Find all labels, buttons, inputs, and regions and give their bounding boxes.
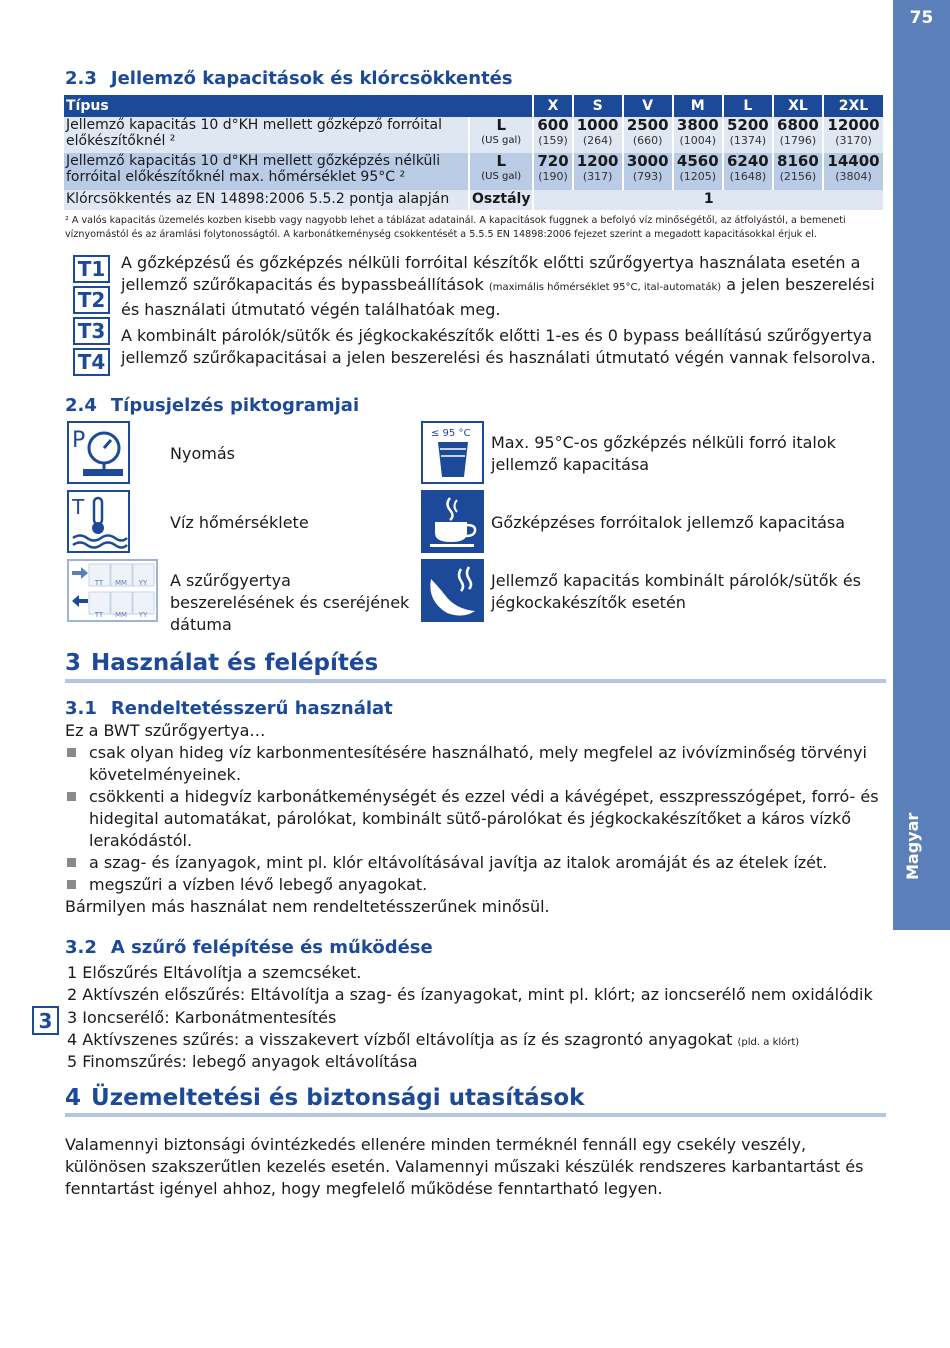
table-cell: 6240 (1648) bbox=[723, 153, 773, 190]
t1-label: T1 bbox=[73, 255, 110, 283]
section-4-rule bbox=[65, 1113, 886, 1117]
table-header-type: Típus bbox=[64, 95, 533, 117]
section-3-2-heading: 3.2 A szűrő felépítése és működése bbox=[65, 937, 433, 958]
section-2-3-heading: 2.3 Jellemző kapacitások és klórcsökkentés bbox=[65, 68, 513, 89]
table-cell: 1200 (317) bbox=[573, 153, 623, 190]
temp-letter: T bbox=[72, 495, 85, 519]
table-cell: 5200 (1374) bbox=[723, 117, 773, 153]
temp-limit-label: ≤ 95 °C bbox=[431, 428, 471, 439]
row1-unit: L (US gal) bbox=[469, 117, 533, 153]
section-3-1-heading: 3.1 Rendeltetésszerű használat bbox=[65, 698, 393, 719]
water-temp-label: Víz hőmérséklete bbox=[170, 513, 309, 532]
row3-desc: Klórcsökkentés az EN 14898:2006 5.5.2 pontja alapján bbox=[64, 190, 469, 210]
page-number: 75 bbox=[909, 8, 934, 28]
table-row bbox=[64, 117, 884, 153]
sec31-intro: Ez a BWT szűrőgyertya… bbox=[65, 721, 266, 740]
footnote: ² A valós kapacitás üzemelés kozben kisebb vagy nagyobb lehet a táblázat adatainál. A kapacitások fuggnek a befolyó víz minőségétől, az átfolyástól, a bemeneti víznyomástól és az áramlási folytonosságtól. A karbonátkeménység csokkentését a 5.5.5 EN 14898:2006 fejezet szerint a megadott kapacitásokkal érjuk el. bbox=[65, 215, 846, 240]
t4-label: T4 bbox=[73, 348, 110, 376]
list-item: csak olyan hideg víz karbonmentesítésére használható, mely megfelel az ivóvízminőség törvényi követelményeinek. bbox=[89, 743, 867, 784]
t-note-1: A gőzképzésű és gőzképzés nélküli forróital készítők előtti szűrőgyertya használata esetén a jellemző szűrőkapacitás és bypassbeállítások (maximális hőmérséklet 95°C, ital-automaták) a jelen beszerelési és használati útmutató végén találhatóak meg. bbox=[121, 253, 875, 319]
table-row bbox=[64, 153, 884, 190]
section-3-rule bbox=[65, 679, 886, 683]
figure-ref-box: 3 bbox=[32, 1006, 59, 1035]
date-label-text: A szűrőgyertya beszerelésének és cseréjének dátuma bbox=[170, 571, 410, 634]
pressure-gauge-icon bbox=[67, 421, 130, 484]
date-label: YY bbox=[138, 611, 148, 619]
list-item: 2 Aktívszén előszűrés: Eltávolítja a szag- és ízanyagokat, mint pl. klórt; az ioncserélő nem oxidálódik bbox=[67, 985, 873, 1004]
row3-value: 1 bbox=[533, 190, 884, 210]
table-cell: 3800 (1004) bbox=[673, 117, 723, 153]
t2-label: T2 bbox=[73, 286, 110, 314]
sec31-closing: Bármilyen más használat nem rendeltetésszerűnek minősül. bbox=[65, 897, 550, 916]
type-l: L bbox=[723, 95, 773, 117]
list-item: megszűri a vízben lévő lebegő anyagokat. bbox=[89, 875, 428, 894]
table-cell: 6800 (1796) bbox=[773, 117, 823, 153]
table-cell: 720 (190) bbox=[533, 153, 572, 190]
type-x: X bbox=[533, 95, 572, 117]
type-v: V bbox=[623, 95, 673, 117]
table-cell: 1000 (264) bbox=[573, 117, 623, 153]
list-item: 3 Ioncserélő: Karbonátmentesítés bbox=[67, 1008, 337, 1027]
type-s: S bbox=[573, 95, 623, 117]
capacity-table bbox=[64, 95, 885, 210]
type-2xl: 2XL bbox=[823, 95, 884, 117]
date-label: YY bbox=[138, 579, 148, 587]
type-xl: XL bbox=[773, 95, 823, 117]
date-label: MM bbox=[114, 611, 128, 619]
table-cell: 2500 (660) bbox=[623, 117, 673, 153]
steam-label: Gőzképzéses forróitalok jellemző kapacitása bbox=[491, 513, 846, 532]
section-4-heading: 4 Üzemeltetési és biztonsági utasítások bbox=[65, 1085, 585, 1111]
bullet-marker bbox=[67, 742, 88, 764]
row1-desc: Jellemző kapacitás 10 d°KH mellett gőzképző forróital előkészítőknél ² bbox=[64, 117, 469, 153]
language-tab: Magyar bbox=[903, 812, 922, 880]
bullet-marker bbox=[67, 874, 88, 896]
row2-desc: Jellemző kapacitás 10 d°KH mellett gőzképzés nélküli forróital előkészítőknél max. hőmérséklet 95°C ² bbox=[64, 153, 469, 190]
steaming-cup-icon bbox=[421, 490, 484, 553]
pressure-label: Nyomás bbox=[170, 444, 235, 463]
thermometer-icon bbox=[67, 490, 130, 553]
table-cell: 600 (159) bbox=[533, 117, 572, 153]
row2-unit: L (US gal) bbox=[469, 153, 533, 190]
cup-icon bbox=[421, 421, 484, 484]
list-item: a szag- és ízanyagok, mint pl. klór eltávolításával javítja az italok aromáját és az ételek ízét. bbox=[89, 853, 828, 872]
table-cell: 4560 (1205) bbox=[673, 153, 723, 190]
list-item: csökkenti a hidegvíz karbonátkeménységét és ezzel védi a kávégépet, esszpresszógépet, forró- és hidegital automatákat, párolókat, kombinált sütő-párolókat és jégkockakészítőket a káros vízkő lerakódástól. bbox=[89, 787, 879, 850]
date-calendar-icon bbox=[67, 559, 158, 622]
section-2-4-heading: 2.4 Típusjelzés piktogramjai bbox=[65, 395, 360, 416]
pressure-letter: P bbox=[72, 428, 86, 453]
sec4-text: Valamennyi biztonsági óvintézkedés ellenére minden terméknél fennáll egy csekély veszély, különösen szakszerűtlen kezelés esetén. Valamennyi műszaki készülék rendszeres karbantartást és fenntartást igényel ahhoz, hogy megfelelő működése fenntartható legyen. bbox=[65, 1135, 864, 1198]
section-3-heading: 3 Használat és felépítés bbox=[65, 650, 379, 676]
date-label: TT bbox=[94, 579, 104, 587]
list-item: 5 Finomszűrés: lebegő anyagok eltávolítása bbox=[67, 1052, 418, 1071]
table-cell: 14400 (3804) bbox=[823, 153, 884, 190]
date-label: TT bbox=[94, 611, 104, 619]
bullet-marker bbox=[67, 852, 88, 874]
nosteam-label: Max. 95°C-os gőzképzés nélküli forró italok jellemző kapacitása bbox=[491, 433, 836, 474]
table-cell: 3000 (793) bbox=[623, 153, 673, 190]
list-item: 4 Aktívszenes szűrés: a visszakevert vízből eltávolítja as íz és szagrontó anyagokat (pld. a klórt) bbox=[67, 1030, 800, 1049]
bullet-marker bbox=[67, 786, 88, 808]
croissant-ice-icon bbox=[421, 559, 484, 622]
list-item: 1 Előszűrés Eltávolítja a szemcséket. bbox=[67, 963, 362, 982]
table-cell: 8160 (2156) bbox=[773, 153, 823, 190]
row3-unit: Osztály bbox=[469, 190, 533, 210]
type-m: M bbox=[673, 95, 723, 117]
table-row bbox=[64, 190, 884, 210]
t3-label: T3 bbox=[73, 317, 110, 345]
table-cell: 12000 (3170) bbox=[823, 117, 884, 153]
date-label: MM bbox=[114, 579, 128, 587]
t-note-2: A kombinált párolók/sütők és jégkockakészítők előtti 1-es és 0 bypass beállítású szűrőgyertya jellemző szűrőkapacitásai a jelen beszerelési és használati útmutató végén vannak felsorolva. bbox=[121, 326, 876, 367]
combi-label: Jellemző kapacitás kombinált párolók/sütők és jégkockakészítők esetén bbox=[491, 571, 862, 612]
